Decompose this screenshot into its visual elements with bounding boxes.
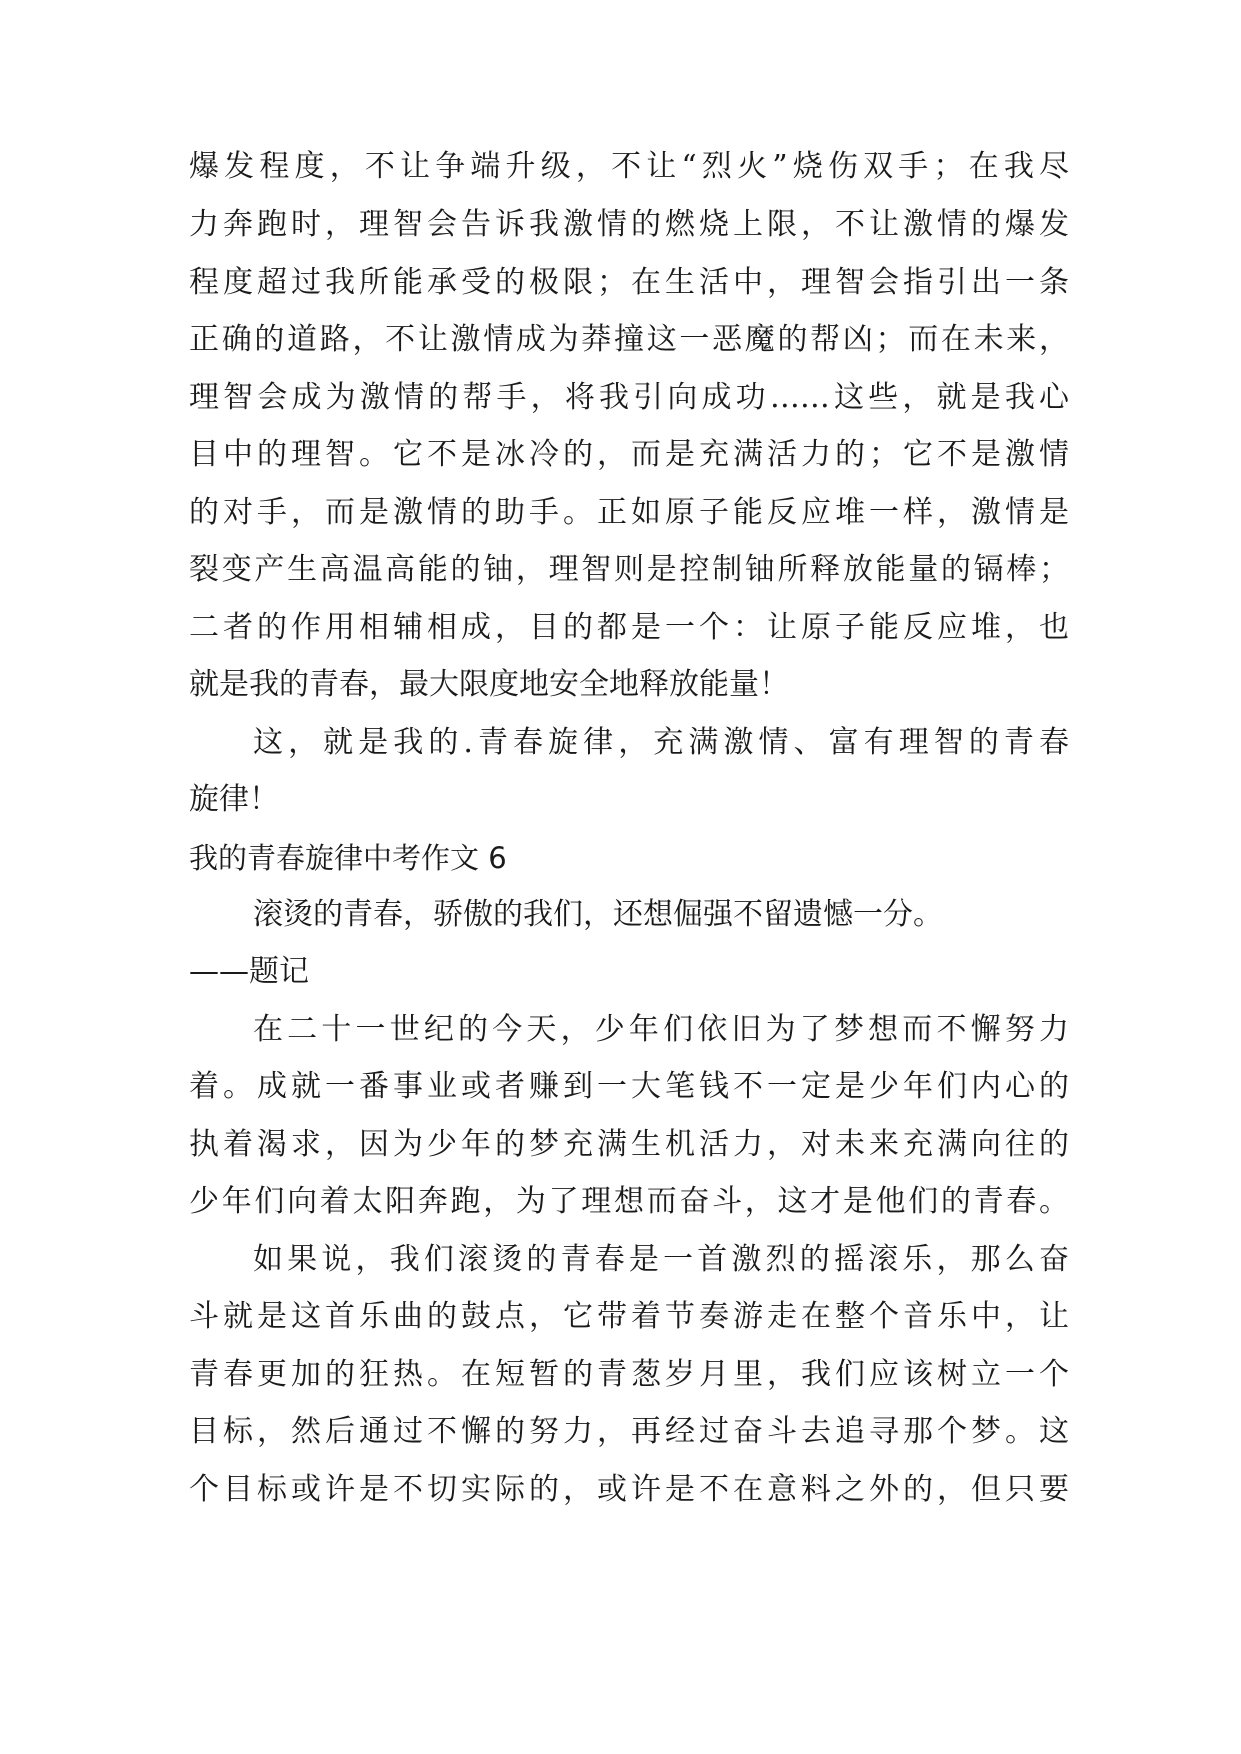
text-line: 在二十一世纪的今天，少年们依旧为了梦想而不懈努力 (253, 1012, 1069, 1047)
section-heading: 我的青春旋律中考作文 6 (189, 841, 507, 875)
text-line: 的对手，而是激情的助手。正如原子能反应堆一样，激情是 (189, 495, 1069, 530)
text-line: 理智会成为激情的帮手，将我引向成功……这些，就是我心 (189, 380, 1069, 415)
text-line: 就是我的青春，最大限度地安全地释放能量！ (189, 667, 789, 702)
text-line: 少年们向着太阳奔跑，为了理想而奋斗，这才是他们的青春。 (189, 1184, 1069, 1219)
text-line: 这，就是我的.青春旋律，充满激情、富有理智的青春 (253, 725, 1069, 760)
text-line: 个目标或许是不切实际的，或许是不在意料之外的，但只要 (189, 1472, 1069, 1507)
text-line: 力奔跑时，理智会告诉我激情的燃烧上限，不让激情的爆发 (189, 207, 1069, 242)
text-line: 青春更加的狂热。在短暂的青葱岁月里，我们应该树立一个 (189, 1357, 1069, 1392)
text-line: 爆发程度，不让争端升级，不让“烈火”烧伤双手；在我尽 (189, 149, 1069, 184)
text-line: 着。成就一番事业或者赚到一大笔钱不一定是少年们内心的 (189, 1069, 1069, 1104)
text-line: 正确的道路，不让激情成为莽撞这一恶魔的帮凶；而在未来， (189, 322, 1069, 357)
text-line: 程度超过我所能承受的极限；在生活中，理智会指引出一条 (189, 265, 1069, 300)
text-line: 二者的作用相辅相成，目的都是一个：让原子能反应堆，也 (189, 610, 1069, 645)
text-line: 目标，然后通过不懈的努力，再经过奋斗去追寻那个梦。这 (189, 1414, 1069, 1449)
text-line: 执着渴求，因为少年的梦充满生机活力，对未来充满向往的 (189, 1127, 1069, 1162)
text-line: 旋律！ (189, 782, 279, 817)
text-line: 裂变产生高温高能的铀，理智则是控制铀所释放能量的镉棒； (189, 552, 1069, 587)
epigraph-line: 滚烫的青春，骄傲的我们，还想倔强不留遗憾一分。 (253, 897, 943, 932)
epigraph-attribution: ——题记 (189, 954, 309, 989)
text-line: 如果说，我们滚烫的青春是一首激烈的摇滚乐，那么奋 (253, 1242, 1069, 1277)
text-line: 斗就是这首乐曲的鼓点，它带着节奏游走在整个音乐中，让 (189, 1299, 1069, 1334)
text-line: 目中的理智。它不是冰冷的，而是充满活力的；它不是激情 (189, 437, 1069, 472)
